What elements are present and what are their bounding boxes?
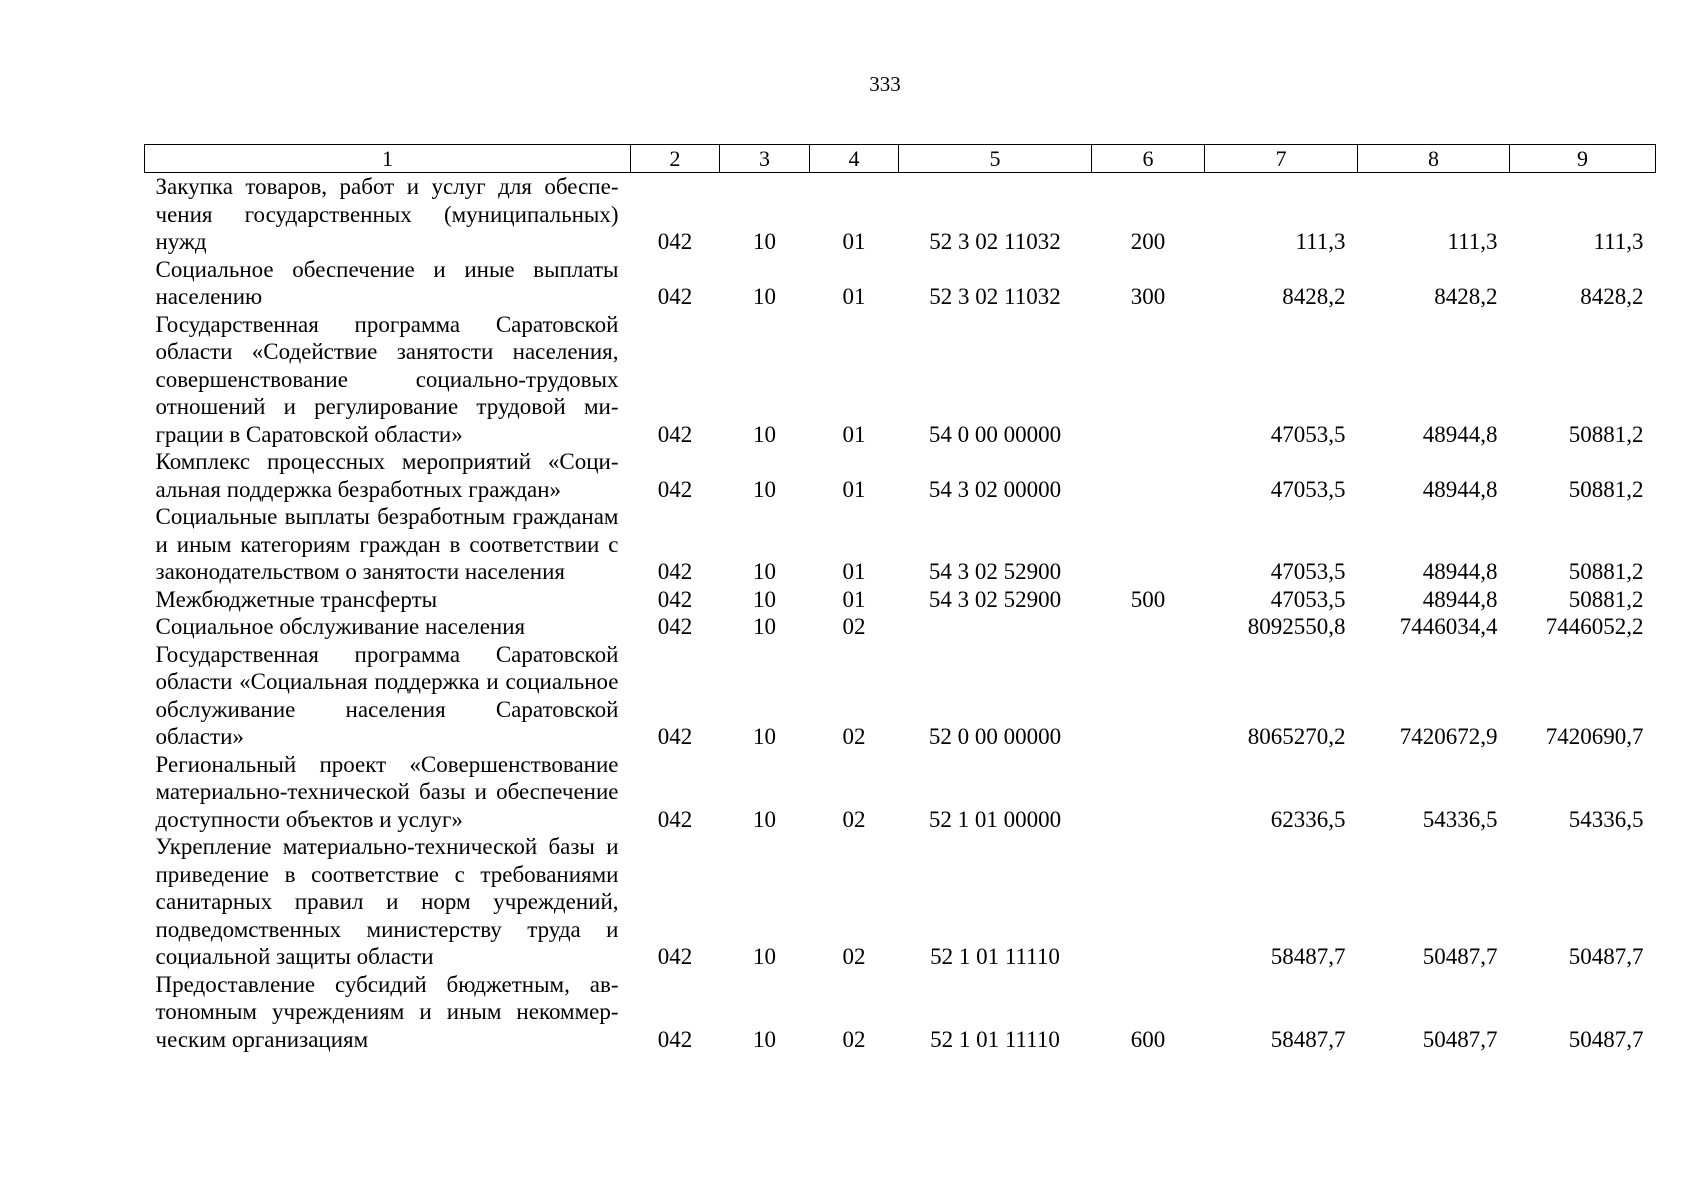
amount-col-8-cell: 7420672,9 [1399,724,1498,749]
ministry-code-cell: 042 [657,284,693,309]
section-code-cell: 10 [753,229,776,254]
target-article-cell: 54 3 02 52900 [928,586,1062,612]
column-number-1: 1 [145,145,631,173]
expense-name-cell: Социальное обеспечение и иные выплаты населению [155,256,619,309]
amount-col-9-cell: 50487,7 [1568,944,1644,969]
amount-col-7-cell: 47053,5 [1270,559,1346,584]
expense-type-cell [1092,833,1205,971]
budget-table [144,144,1656,1053]
amount-col-9-cell: 111,3 [1593,229,1644,254]
section-code-cell: 10 [753,284,776,309]
expense-type-cell: 600 [1130,1026,1166,1052]
target-article-cell: 52 1 01 00000 [928,806,1062,832]
amount-col-8-cell: 8428,2 [1434,284,1498,309]
amount-col-7-cell: 58487,7 [1270,1026,1346,1052]
subsection-code-cell: 01 [842,586,866,612]
ministry-code-cell: 042 [657,944,693,969]
table-row [145,503,1656,586]
column-number-header-row [145,145,1656,173]
subsection-code-cell: 02 [842,806,866,832]
ministry-code-cell: 042 [657,806,693,832]
column-number-2: 2 [631,145,720,173]
ministry-code-cell: 042 [657,559,693,584]
subsection-code-cell: 02 [842,944,866,969]
amount-col-7-cell: 8065270,2 [1247,724,1346,749]
ministry-code-cell: 042 [657,229,693,254]
section-code-cell: 10 [753,1026,776,1052]
expense-name-cell: Социальные выплаты безработным гражданам и иным категориям граждан в соответствии с законодательством о занятости населения [155,504,619,584]
column-number-7: 7 [1205,145,1358,173]
table-row [145,833,1656,971]
expense-name-cell: Государственная программа Саратовской области «Содействие занятости населения, совершенствование социально-трудовых отношений и регулирование трудовой миграции в Саратовской области» [155,311,619,447]
amount-col-8-cell: 7446034,4 [1399,614,1498,639]
amount-col-8-cell: 48944,8 [1422,421,1498,447]
amount-col-8-cell: 50487,7 [1422,1026,1498,1052]
expense-name-cell: Социальное обслуживание населения [155,614,526,639]
table-row [145,173,1656,256]
target-article-cell: 52 1 01 11110 [930,1026,1060,1052]
subsection-code-cell: 02 [842,614,866,639]
ministry-code-cell: 042 [657,421,693,447]
target-article-cell: 54 3 02 52900 [928,559,1062,584]
amount-col-8-cell: 111,3 [1447,229,1498,254]
column-number-4: 4 [810,145,899,173]
target-article-cell: 52 1 01 11110 [930,944,1060,969]
expense-type-cell: 300 [1130,284,1166,309]
column-number-3: 3 [720,145,810,173]
page-number: 333 [869,72,901,96]
expense-name-cell: Предоставление субсидий бюджетным, автономным учреждениям и иным некоммерческим организациям [155,971,619,1052]
expense-name-cell: Комплекс процессных мероприятий «Социальная поддержка безработных граждан» [155,449,619,502]
amount-col-8-cell: 48944,8 [1422,586,1498,612]
ministry-code-cell: 042 [657,586,693,612]
subsection-code-cell: 02 [842,724,866,749]
table-row [145,613,1656,641]
amount-col-9-cell: 50881,2 [1568,421,1644,447]
expense-type-cell: 200 [1130,229,1166,254]
amount-col-9-cell: 7446052,2 [1545,614,1644,639]
amount-col-8-cell: 54336,5 [1422,806,1498,832]
ministry-code-cell: 042 [657,476,693,502]
expense-type-cell [1092,503,1205,586]
target-article-cell: 52 3 02 11032 [929,284,1061,309]
amount-col-9-cell: 7420690,7 [1545,724,1644,749]
expense-type-cell [1092,751,1205,834]
expense-name-cell: Закупка товаров, работ и услуг для обеспечения государственных (муниципальных) нужд [155,174,619,254]
section-code-cell: 10 [753,614,776,639]
expense-type-cell [1092,311,1205,449]
expense-type-cell [1092,448,1205,503]
section-code-cell: 10 [753,559,776,584]
table-row [145,448,1656,503]
amount-col-7-cell: 58487,7 [1270,944,1346,969]
expense-type-cell [1092,641,1205,751]
table-row [145,641,1656,751]
subsection-code-cell: 02 [842,1026,866,1052]
column-number-8: 8 [1358,145,1510,173]
column-number-6: 6 [1092,145,1205,173]
amount-col-9-cell: 50881,2 [1568,586,1644,612]
subsection-code-cell: 01 [842,229,866,254]
subsection-code-cell: 01 [842,421,866,447]
target-article-cell: 54 3 02 00000 [928,476,1062,502]
amount-col-9-cell: 50881,2 [1568,559,1644,584]
expense-type-cell: 500 [1130,586,1166,612]
amount-col-9-cell: 8428,2 [1580,284,1644,309]
amount-col-7-cell: 47053,5 [1270,586,1346,612]
amount-col-7-cell: 62336,5 [1270,806,1346,832]
ministry-code-cell: 042 [657,1026,693,1052]
amount-col-9-cell: 50487,7 [1568,1026,1644,1052]
table-row [145,311,1656,449]
section-code-cell: 10 [753,421,776,447]
section-code-cell: 10 [753,586,776,612]
table-row [145,256,1656,311]
amount-col-7-cell: 47053,5 [1270,421,1346,447]
amount-col-7-cell: 8428,2 [1282,284,1346,309]
section-code-cell: 10 [753,806,776,832]
table-row [145,586,1656,614]
subsection-code-cell: 01 [842,284,866,309]
section-code-cell: 10 [753,724,776,749]
amount-col-7-cell: 111,3 [1295,229,1346,254]
expense-type-cell [1092,613,1205,641]
subsection-code-cell: 01 [842,476,866,502]
ministry-code-cell: 042 [657,614,693,639]
amount-col-7-cell: 8092550,8 [1247,614,1346,639]
ministry-code-cell: 042 [657,724,693,749]
amount-col-8-cell: 48944,8 [1422,476,1498,502]
amount-col-7-cell: 47053,5 [1270,476,1346,502]
amount-col-9-cell: 54336,5 [1568,806,1644,832]
target-article-cell [899,613,1092,641]
column-number-5: 5 [899,145,1092,173]
amount-col-8-cell: 50487,7 [1422,944,1498,969]
amount-col-9-cell: 50881,2 [1568,476,1644,502]
section-code-cell: 10 [753,476,776,502]
expense-name-cell: Межбюджетные трансферты [155,586,438,612]
table-row [145,971,1656,1054]
amount-col-8-cell: 48944,8 [1422,559,1498,584]
expense-name-cell: Региональный проект «Совершенствование материально-технической базы и обеспечение доступности объектов и услуг» [155,751,619,832]
budget-table-body [145,173,1656,1054]
expense-name-cell: Укрепление материально-технической базы и приведение в соответствие с требованиями санитарных правил и норм учреждений, подведомственных министерству труда и социальной защиты области [155,834,619,969]
column-number-9: 9 [1510,145,1656,173]
expense-name-cell: Государственная программа Саратовской области «Социальная поддержка и социальное обслуживание населения Саратовской области» [155,641,619,749]
subsection-code-cell: 01 [842,559,866,584]
target-article-cell: 54 0 00 00000 [928,421,1062,447]
table-row [145,751,1656,834]
target-article-cell: 52 3 02 11032 [929,229,1061,254]
section-code-cell: 10 [753,944,776,969]
target-article-cell: 52 0 00 00000 [928,724,1062,749]
